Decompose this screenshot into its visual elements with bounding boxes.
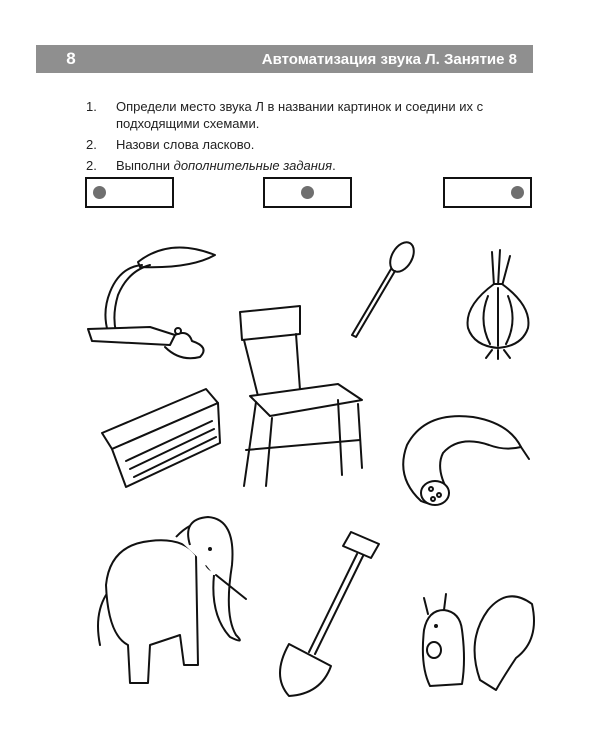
sausage-picture[interactable] — [393, 405, 533, 515]
task-text: Назови слова ласково. — [116, 137, 255, 152]
task-text: Определи место звука Л в названии картинок и соедини их с подходящими схемами. — [116, 99, 484, 131]
sound-dot — [301, 186, 314, 199]
task-number: 2. — [86, 137, 97, 152]
sound-dot — [511, 186, 524, 199]
task-text — [116, 157, 336, 174]
lesson-number: Занятие 8 — [444, 50, 517, 68]
task-list — [86, 98, 536, 178]
task-number: 2. — [86, 158, 97, 173]
chair-picture[interactable] — [228, 300, 368, 490]
task-text-italic: дополнительные задания — [173, 158, 333, 173]
lesson-title — [106, 51, 533, 68]
task-item — [86, 157, 536, 174]
sound-scheme-start[interactable] — [85, 177, 174, 208]
task-number: 1. — [86, 99, 97, 114]
task-item — [86, 98, 536, 132]
pencil-case-picture[interactable] — [96, 383, 226, 493]
squirrel-picture[interactable] — [400, 580, 540, 700]
lamp-picture[interactable] — [80, 237, 220, 367]
page-number: 8 — [66, 49, 76, 68]
sound-dot — [93, 186, 106, 199]
shovel-picture[interactable] — [265, 528, 395, 703]
task-text-suffix: . — [332, 158, 336, 173]
lesson-topic: Автоматизация звука Л. — [261, 50, 440, 68]
sound-scheme-middle[interactable] — [263, 177, 352, 208]
task-text-prefix: Выполни — [116, 158, 174, 173]
task-item — [86, 136, 536, 153]
page-header — [36, 45, 533, 73]
onion-picture[interactable] — [458, 246, 538, 361]
elephant-picture[interactable] — [86, 505, 256, 705]
sound-scheme-end[interactable] — [443, 177, 532, 208]
